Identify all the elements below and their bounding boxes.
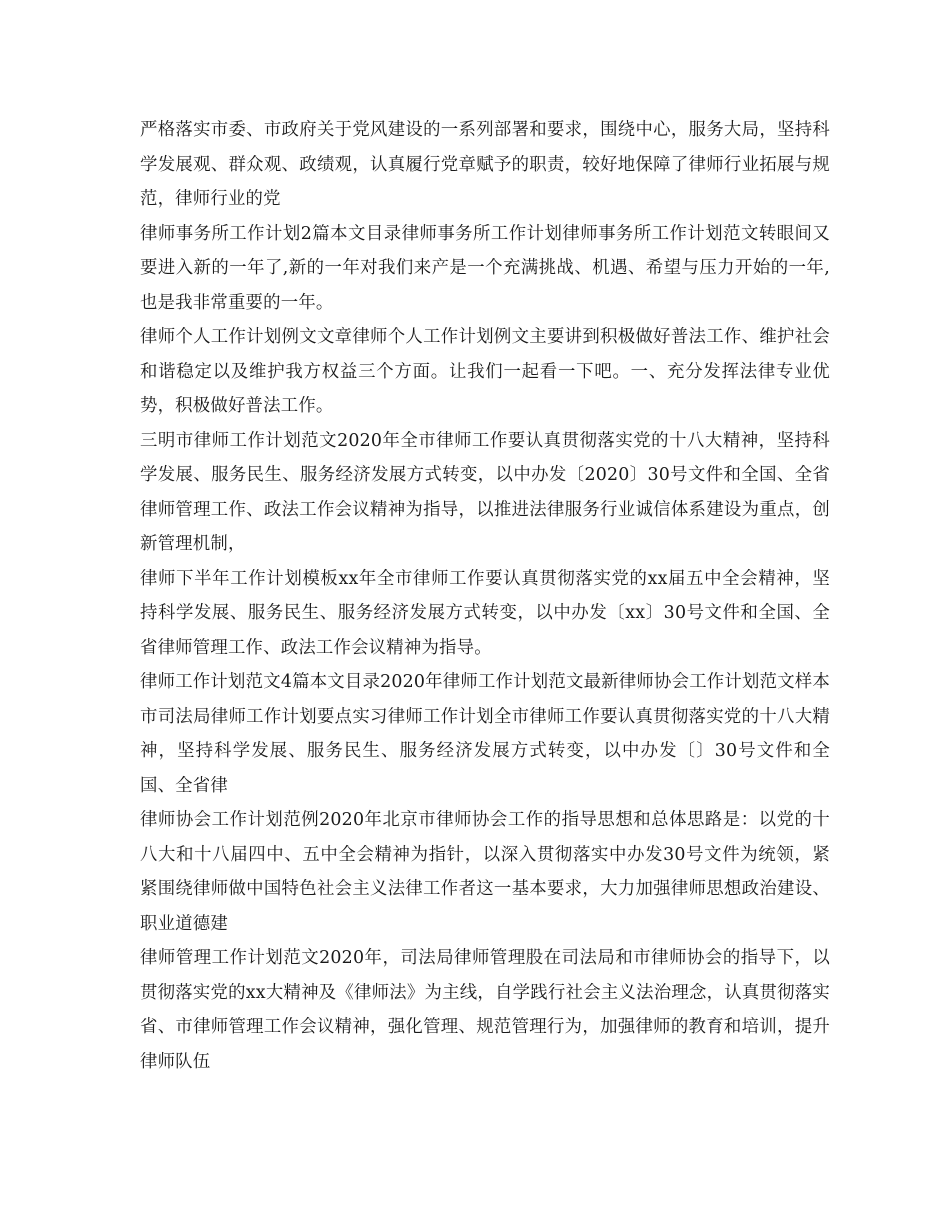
- paragraph-4: 三明市律师工作计划范文2020年全市律师工作要认真贯彻落实党的十八大精神，坚持科学发展、服务民生、服务经济发展方式转变，以中办发〔2020〕30号文件和全国、全省律师管理工作、政法工作会议精神为指导，以推进法律服务行业诚信体系建设为重点，创新管理机制，: [140, 430, 830, 554]
- paragraph-1: 严格落实市委、市政府关于党风建设的一系列部署和要求，围绕中心，服务大局，坚持科学发展观、群众观、政绩观，认真履行党章赋予的职责，较好地保障了律师行业拓展与规范，律师行业的党: [140, 120, 830, 209]
- paragraph-7: 律师协会工作计划范例2020年北京市律师协会工作的指导思想和总体思路是：以党的十八大和十八届四中、五中全会精神为指针，以深入贯彻落实中办发30号文件为统领，紧紧围绕律师做中国特色社会主义法律工作者这一基本要求，大力加强律师思想政治建设、职业道德建: [140, 810, 830, 934]
- paragraph-5: 律师下半年工作计划模板xx年全市律师工作要认真贯彻落实党的xx届五中全会精神，坚持科学发展、服务民生、服务经济发展方式转变，以中办发〔xx〕30号文件和全国、全省律师管理工作、政法工作会议精神为指导。: [140, 568, 830, 658]
- document-body: [140, 113, 830, 1079]
- paragraph-6: 律师工作计划范文4篇本文目录2020年律师工作计划范文最新律师协会工作计划范文样本市司法局律师工作计划要点实习律师工作计划全市律师工作要认真贯彻落实党的十八大精神，坚持科学发展、服务民生、服务经济发展方式转变，以中办发〔〕30号文件和全国、全省律: [140, 672, 830, 796]
- paragraph-3: 律师个人工作计划例文文章律师个人工作计划例文主要讲到积极做好普法工作、维护社会和谐稳定以及维护我方权益三个方面。让我们一起看一下吧。一、充分发挥法律专业优势，积极做好普法工作。: [140, 327, 830, 416]
- paragraph-8: 律师管理工作计划范文2020年，司法局律师管理股在司法局和市律师协会的指导下，以贯彻落实党的xx大精神及《律师法》为主线，自学践行社会主义法治理念，认真贯彻落实省、市律师管理工作会议精神，强化管理、规范管理行为，加强律师的教育和培训，提升律师队伍: [140, 948, 830, 1072]
- paragraph-2: 律师事务所工作计划2篇本文目录律师事务所工作计划律师事务所工作计划范文转眼间又要进入新的一年了,新的一年对我们来产是一个充满挑战、机遇、希望与压力开始的一年,也是我非常重要的一年。: [140, 223, 830, 313]
